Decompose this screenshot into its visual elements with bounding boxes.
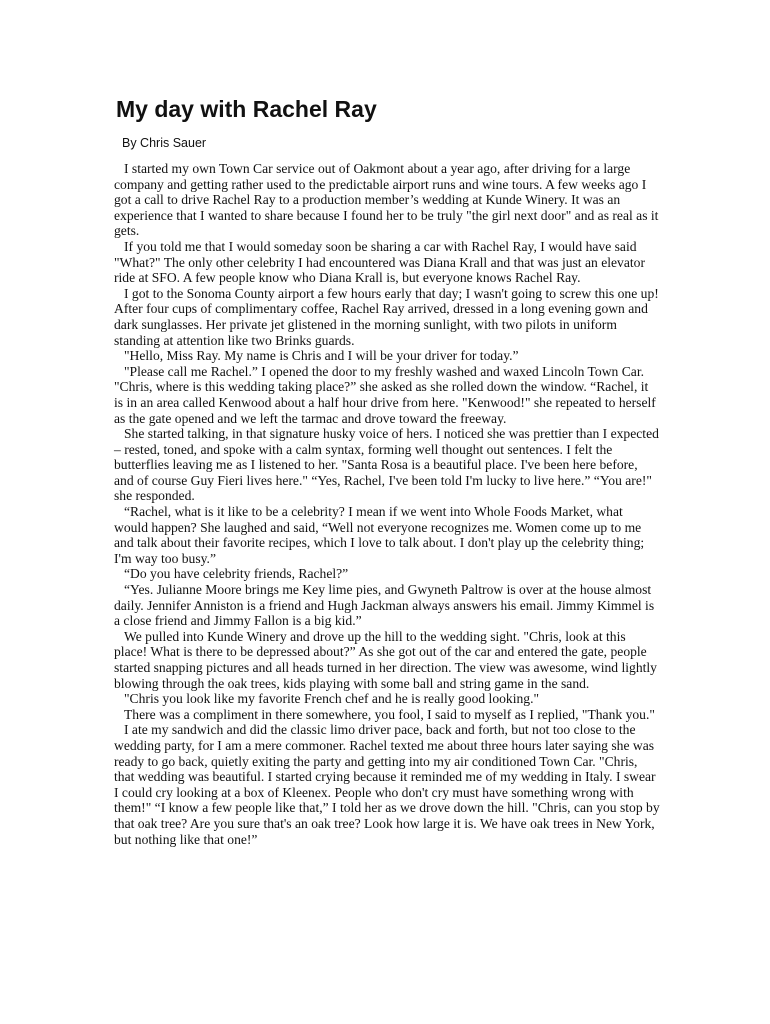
author-byline: By Chris Sauer [122, 136, 207, 150]
paragraph: “Do you have celebrity friends, Rachel?” [124, 566, 349, 582]
page-title: My day with Rachel Ray [116, 96, 377, 122]
article-body [114, 161, 660, 847]
paragraph: I got to the Sonoma County airport a few hours early that day; I wasn't going to screw this one up! After four cups of complimentary coffee, Rachel Ray arrived, dressed in a long evening gown and dark sunglasses. Her private jet glistened in the morning sunlight, with two pilots in uniform standing at attention like two Brinks guards. [114, 285, 659, 348]
paragraph: I ate my sandwich and did the classic limo driver pace, back and forth, but not too close to the wedding party, for I am a mere commoner. Rachel texted me about three hours later saying she was ready to go back, quietly exiting the party and getting into my air conditioned Town Car. "Chris, that wedding was beautiful. I started crying because it reminded me of my wedding in Italy. I swear I could cry looking at a box of Kleenex. People who don't cry must have something wrong with them!" “I know a few people like that,” I told her as we drove down the hill. "Chris, can you stop by that oak tree? Are you sure that's an oak tree? Look how large it is. We have oak trees in New York, but nothing like that one!” [114, 722, 660, 847]
paragraph: She started talking, in that signature husky voice of hers. I noticed she was prettier than I expected – rested, toned, and spoke with a calm syntax, forming well thought out sentences. I felt the butterflies leaving me as I listened to her. "Santa Rosa is a beautiful place. I've been here before, and of course Guy Fieri lives here." “Yes, Rachel, I've been told I'm lucky to live here.” “You are!" she responded. [114, 426, 659, 504]
paragraph: "Hello, Miss Ray. My name is Chris and I will be your driver for today.” [124, 348, 519, 364]
paragraph: There was a compliment in there somewhere, you fool, I said to myself as I replied, "Thank you." [124, 706, 655, 722]
paragraph: "Chris you look like my favorite French chef and he is really good looking." [124, 691, 540, 707]
paragraph: I started my own Town Car service out of Oakmont about a year ago, after driving for a large company and getting rather used to the predictable airport runs and wine tours. A few weeks ago I got a call to drive Rachel Ray to a production member’s wedding at Kunde Winery. It was an experience that I wanted to share because I found her to be truly "the girl next door" and as real as it gets. [114, 161, 659, 239]
paragraph: We pulled into Kunde Winery and drove up the hill to the wedding sight. "Chris, look at this place! What is there to be depressed about?” As she got out of the car and entered the gate, people started snapping pictures and all heads turned in her direction. The view was awesome, wind lightly blowing through the oak trees, kids playing with some ball and string game in the sand. [114, 628, 657, 691]
paragraph: "Please call me Rachel.” I opened the door to my freshly washed and waxed Lincoln Town Car. "Chris, where is this wedding taking place?” she asked as she rolled down the window. “Rachel, it is in an area called Kenwood about a half hour drive from here. "Kenwood!" she repeated to herself as the gate opened and we left the tarmac and drove toward the freeway. [114, 363, 656, 426]
paragraph: “Yes. Julianne Moore brings me Key lime pies, and Gwyneth Paltrow is over at the house almost daily. Jennifer Anniston is a friend and Hugh Jackman always answers his email. Jimmy Kimmel is a close friend and Jimmy Fallon is a big kid.” [114, 582, 655, 629]
paragraph: If you told me that I would someday soon be sharing a car with Rachel Ray, I would have said "What?" The only other celebrity I had encountered was Diana Krall and that was just an elevator ride at SFO. A few people know who Diana Krall is, but everyone knows Rachel Ray. [114, 238, 645, 286]
paragraph: “Rachel, what is it like to be a celebrity? I mean if we went into Whole Foods Market, what would happen? She laughed and said, “Well not everyone recognizes me. Women come up to me and talk about their favorite recipes, which I love to talk about. I don't play up the celebrity thing; I'm way too busy.” [114, 504, 645, 566]
